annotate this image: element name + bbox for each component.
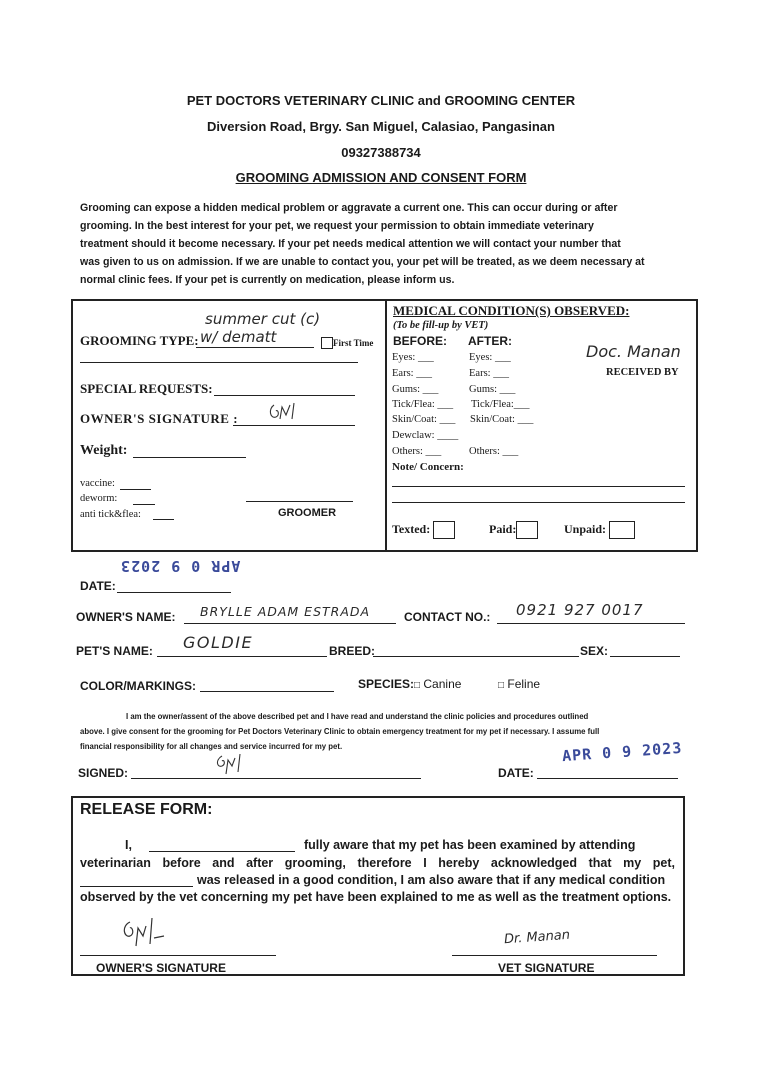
intro-line: grooming. In the best interest for your pet, we request your permission to obtain immediate veterinary [80,220,594,232]
medical-subtitle: (To be fill-up by VET) [393,320,489,331]
before-dewclaw: Dewclaw: ____ [392,430,459,441]
vet-signature-label: VET SIGNATURE [498,961,595,975]
deworm-label: deworm: [80,493,118,504]
date-stamp-consent: APR 0 9 2023 [561,738,683,766]
owner-signature-scribble [266,401,302,425]
release-name-line[interactable] [149,851,295,852]
first-time-checkbox[interactable] [321,337,333,349]
before-tick: Tick/Flea: ___ [392,399,454,410]
grooming-type-line [196,347,314,348]
release-line-2: veterinarian before and after grooming, therefore I hereby acknowledged that my pet, [80,856,675,870]
vaccine-line[interactable] [120,489,151,490]
grooming-type-label: GROOMING TYPE: [80,333,199,348]
release-line-1: fully aware that my pet has been examined by attending [304,838,636,852]
special-requests-line[interactable] [214,395,355,396]
pet-name-label: PET'S NAME: [76,644,153,658]
owner-signature-line[interactable] [233,425,355,426]
intro-line: was given to us on admission. If we are unable to contact you, your pet will be treated, as we deem necessary at [80,256,645,268]
breed-label: BREED: [329,644,376,658]
before-ears: Ears: ___ [392,368,432,379]
sex-label: SEX: [580,644,609,658]
sex-line[interactable] [610,656,680,657]
consent-line: financial responsibility for all changes and service incurred for my pet. [80,742,343,751]
texted-label: Texted: [392,521,455,539]
weight-label: Weight: [80,443,128,458]
pet-name-value: GOLDIE [183,633,254,652]
after-others: Others: ___ [469,446,519,457]
contact-line[interactable] [497,623,685,624]
signed-label: SIGNED: [78,766,129,780]
note-line-1[interactable] [392,486,685,487]
before-eyes: Eyes: ___ [392,352,434,363]
unpaid-label: Unpaid: [564,521,635,539]
note-label: Note/ Concern: [392,461,464,473]
after-label: AFTER: [468,334,512,348]
received-by-label: RECEIVED BY [606,367,679,378]
form-title: GROOMING ADMISSION AND CONSENT FORM [235,170,527,185]
owner-release-signature-line[interactable] [80,955,276,956]
release-i: I, [125,838,132,852]
intro-line: treatment should it become necessary. If your pet needs medical attention we will contact your number that [80,238,621,250]
medical-title: MEDICAL CONDITION(S) OBSERVED: [393,303,630,318]
owner-release-signature-label: OWNER'S SIGNATURE [96,961,226,975]
consent-date-line[interactable] [537,778,678,779]
unpaid-checkbox[interactable] [609,521,635,539]
after-ears: Ears: ___ [469,368,509,379]
clinic-name: PET DOCTORS VETERINARY CLINIC and GROOMING CENTER [186,93,576,108]
texted-checkbox[interactable] [433,521,455,539]
intro-line: Grooming can expose a hidden medical problem or aggravate a current one. This can occur during or after [80,202,618,214]
paid-checkbox[interactable] [516,521,538,539]
note-line-2[interactable] [392,502,685,503]
species-label: SPECIES: [358,677,415,691]
date-stamp-top: APR 0 9 2023 [120,557,241,575]
signed-line[interactable] [131,778,421,779]
vet-signature-line[interactable] [452,955,657,956]
after-eyes: Eyes: ___ [469,352,511,363]
grooming-type-handwritten-2: w/ dematt [200,328,277,346]
date-label-top: DATE: [80,579,116,593]
clinic-phone: 09327388734 [341,145,421,160]
before-label: BEFORE: [393,334,447,348]
canine-option[interactable]: □ Canine [414,677,462,691]
consent-date-label: DATE: [498,766,534,780]
date-line-top[interactable] [117,592,231,593]
intro-paragraph [80,199,690,289]
release-line-3: was released in a good condition, I am also aware that if any medical condition [197,873,666,887]
contact-value: 0921 927 0017 [516,601,644,619]
owner-name-line[interactable] [184,623,396,624]
after-gums: Gums: ___ [469,384,516,395]
paid-label: Paid: [489,521,538,539]
first-time-label: First Time [333,338,374,348]
grooming-type-handwritten-1: summer cut (c) [205,310,321,328]
owner-release-signature-scribble [118,916,168,956]
groomer-line[interactable] [246,501,353,502]
consent-line: I am the owner/assent of the above described pet and I have read and understand the clinic policies and procedures outlined [126,712,589,721]
release-pet-line[interactable] [80,886,193,887]
feline-option[interactable]: □ Feline [498,677,541,691]
before-others: Others: ___ [392,446,442,457]
received-by-name: Doc. Manan [586,342,681,361]
release-line-4: observed by the vet concerning my pet have been explained to me as well as the treatment options. [80,890,672,904]
owner-name-label: OWNER'S NAME: [76,610,176,624]
groomer-label: GROOMER [278,507,337,519]
grooming-type-line-2 [80,362,358,363]
before-skin: Skin/Coat: ___ [392,414,456,425]
anti-tick-line[interactable] [153,519,174,520]
after-skin: Skin/Coat: ___ [470,414,534,425]
pet-name-line[interactable] [157,656,327,657]
special-requests-label: SPECIAL REQUESTS: [80,381,213,396]
color-label: COLOR/MARKINGS: [80,679,196,693]
breed-line[interactable] [373,656,579,657]
after-tick: Tick/Flea:___ [471,399,530,410]
before-gums: Gums: ___ [392,384,439,395]
consent-line: above. I give consent for the grooming for Pet Doctors Veterinary Clinic to obtain emergency treatment for my pet if necessary. I assume full [80,727,600,736]
release-title: RELEASE FORM: [80,801,213,818]
owner-signature-label: OWNER'S SIGNATURE : [80,411,239,426]
clinic-address: Diversion Road, Brgy. San Miguel, Calasiao, Pangasinan [207,119,555,134]
contact-label: CONTACT NO.: [404,610,491,624]
box-divider [385,299,387,552]
weight-line[interactable] [133,457,246,458]
color-line[interactable] [200,691,334,692]
anti-tick-label: anti tick&flea: [80,509,141,520]
consent-signature-scribble [212,752,246,778]
vet-signature-scribble: Dr. Manan [503,927,571,948]
intro-line: normal clinic fees. If your pet is currently on medication, please inform us. [80,274,455,286]
vaccine-label: vaccine: [80,478,115,489]
owner-name-value: BRYLLE ADAM ESTRADA [200,604,371,619]
deworm-line[interactable] [133,504,155,505]
